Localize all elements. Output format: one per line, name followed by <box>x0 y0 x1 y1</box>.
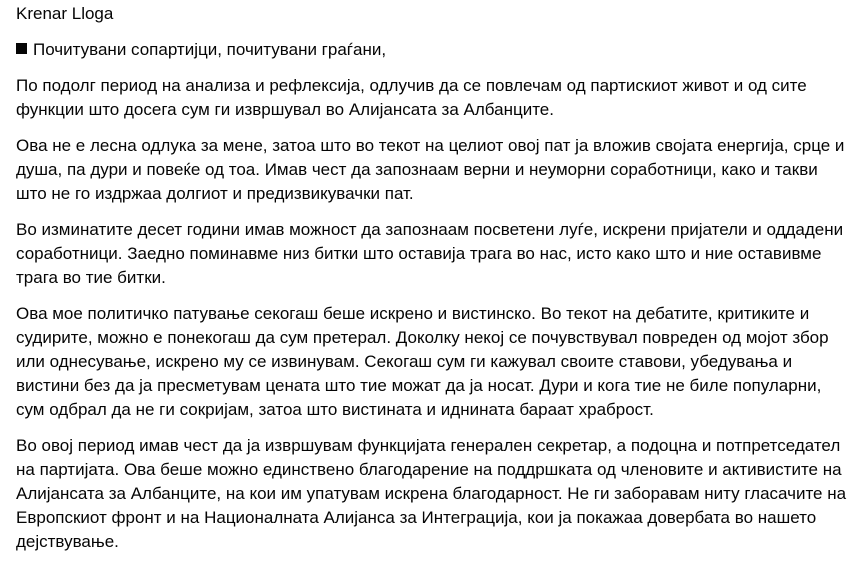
post-paragraph-2: Ова не е лесна одлука за мене, затоа што во текот на целиот овој пат ја вложив својата енергија, срце и душа, па дури и повеќе од тоа. Имав чест да запознаам верни и неуморни соработници, како и такви што не го издржаа долгиот и предизвикувачки пат. <box>16 136 845 203</box>
post-paragraph-3: Во изминатите десет години имав можност да запознаам посветени луѓе, искрени пријатели и оддадени соработници. Заедно поминавме низ битки што оставија трага во нас, исто како што и ние оставивме трага во тие битки. <box>16 220 844 287</box>
post-paragraph-1: По подолг период на анализа и рефлексија, одлучив да се повлечам од партискиот живот и од сите функции што досега сум ги извршувал во Алијансата за Албанците. <box>16 76 807 119</box>
black-square-icon <box>16 43 27 54</box>
greeting-text: Почитувани сопартијци, почитувани граѓани, <box>33 40 387 59</box>
post-paragraph-5: Во овој период имав чест да ја извршувам функцијата генерален секретар, а подоцна и потпретседател на партијата. Ова беше можно единствено благодарение на поддршката од членовите и активистите на Алијансата за Албанците, на кои им упатувам искрена благодарност. Не ги заборавам ниту гласачите на Европскиот фронт и на Националната Алијанса за Интеграција, кои ја покажаа довербата во нашето дејствување. <box>16 436 847 551</box>
post-paragraph-4: Ова мое политичко патување секогаш беше искрено и вистинско. Во текот на дебатите, критиките и судирите, можно е понекогаш да сум претерал. Доколку некој се почувствувал повреден од мојот збор или однесување, искрено му се извинувам. Секогаш сум ги кажувал своите ставови, убедувања и вистини без да ја пресметувам цената што тие можат да ја носат. Дури и кога тие не биле популарни, сум одбрал да не ги сокријам, затоа што вистината и иднината бараат храброст. <box>16 304 829 419</box>
author-name[interactable]: Krenar Lloga <box>16 4 114 23</box>
greeting-line <box>16 38 849 62</box>
